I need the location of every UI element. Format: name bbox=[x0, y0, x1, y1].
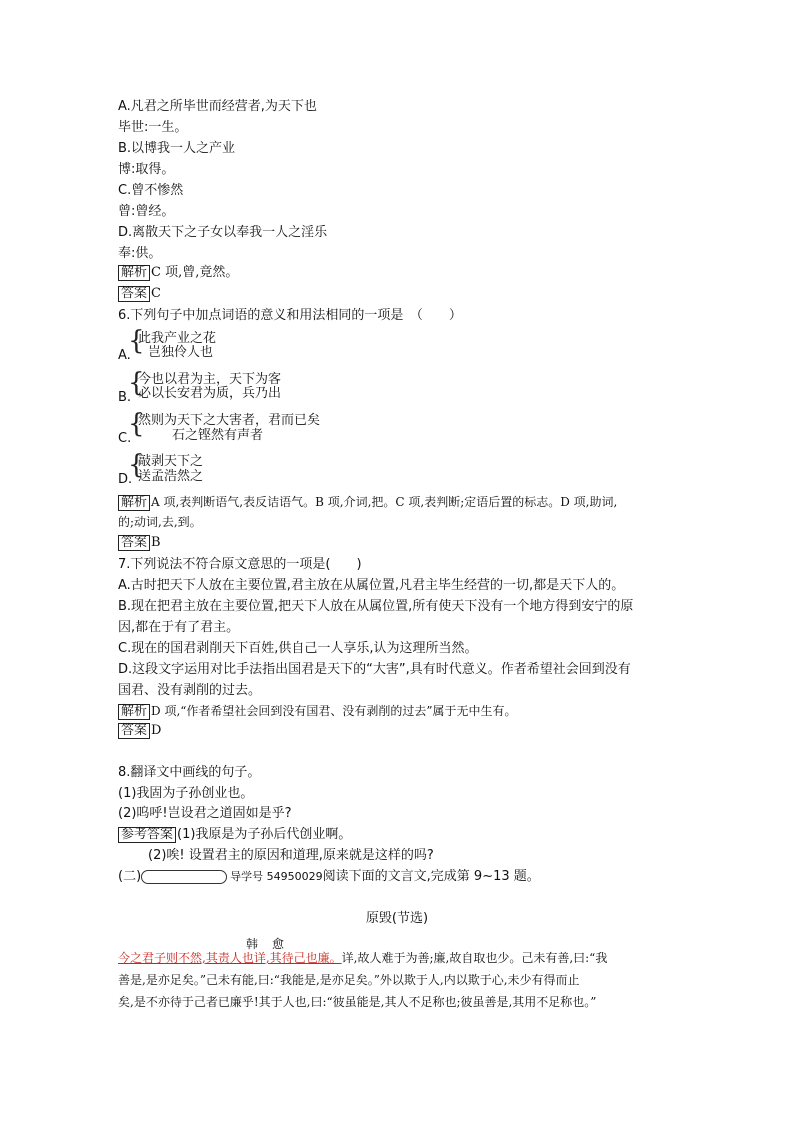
analysis-text: D 项,“作者希望社会回到没有国君、没有剥削的过去”属于无中生有。 bbox=[151, 704, 517, 718]
section-two-header bbox=[118, 869, 540, 885]
passage-title: 原毁(节选) bbox=[365, 911, 429, 926]
q6-opt-a-line2: 岂独伶人也 bbox=[148, 345, 214, 360]
reference-answer-label: 参考答案 bbox=[118, 827, 176, 843]
q7-option-a: A.古时把天下人放在主要位置,君主放在从属位置,凡君主毕生经营的一切,都是天下人的。 bbox=[118, 578, 625, 593]
analysis-text-line1: A 项,表判断语气,表反诘语气。B 项,介词,把。C 项,表判断;定语后置的标志。D 项,助词, bbox=[151, 495, 618, 509]
q6-opt-a-line1: 此我产业之花 bbox=[138, 331, 217, 346]
q6-opt-b-line2: 必以长安君为质，兵乃出 bbox=[138, 386, 282, 401]
q6-opt-d-line2: 送孟浩然之 bbox=[138, 469, 204, 484]
q6-opt-c-line2: 石之铿然有声者 bbox=[172, 428, 264, 443]
q8-sentence-1: (1)我固为子孙创业也。 bbox=[118, 786, 254, 801]
answer-text: D bbox=[151, 723, 162, 738]
q6-analysis bbox=[118, 494, 617, 511]
q6-opt-d-line1: 敲剥天下之 bbox=[138, 454, 204, 469]
answer-label: 答案 bbox=[118, 286, 150, 302]
q6-stem: 6.下列句子中加点词语的意义和用法相同的一项是 （ ） bbox=[118, 308, 462, 323]
q5-option-b: B.以博我一人之产业 bbox=[118, 141, 236, 156]
q5-option-b-note: 博:取得。 bbox=[118, 162, 175, 177]
q7-option-b-line1: B.现在把君主放在主要位置,把天下人放在从属位置,所有使天下没有一个地方得到安宁的原 bbox=[118, 599, 634, 614]
analysis-label: 解析 bbox=[118, 495, 150, 511]
q7-analysis bbox=[118, 703, 517, 720]
answer-text: C bbox=[151, 286, 161, 301]
passage-line-3: 矣,是不亦待于己者已廉乎!其于人也,曰:“彼虽能是,其人不足称也;彼虽善是,其用不足称也。” bbox=[118, 995, 597, 1009]
q8-reference-answer bbox=[118, 827, 351, 843]
answer-text: B bbox=[151, 535, 161, 550]
q8-stem: 8.翻译文中画线的句子。 bbox=[118, 765, 261, 780]
q5-option-a: A.凡君之所毕世而经营者,为天下也 bbox=[118, 99, 317, 114]
q6-analysis-line2: 的;动词,去,到。 bbox=[118, 515, 202, 529]
q6-opt-a-label: A. bbox=[118, 348, 131, 363]
q7-stem: 7.下列说法不符合原文意思的一项是( ) bbox=[118, 557, 362, 572]
brace-icon: { bbox=[128, 450, 145, 480]
q5-answer bbox=[118, 286, 161, 302]
q8-sentence-2: (2)呜呼!岂设君之道固如是乎? bbox=[118, 806, 292, 821]
underlined-sentence-1: 今之君子则不然, bbox=[118, 951, 206, 965]
brace-icon: { bbox=[128, 409, 145, 439]
section-prefix: (二) bbox=[118, 869, 142, 884]
reference-answer-2: (2)唉! 设置君主的原因和道理,原来就是这样的吗? bbox=[148, 848, 434, 863]
q7-option-d-line1: D.这段文字运用对比手法指出国君是天下的“大害”,具有时代意义。作者希望社会回到没有 bbox=[118, 662, 631, 677]
q7-answer bbox=[118, 723, 161, 739]
passage-author: 韩愈 bbox=[246, 937, 299, 951]
passage-line-1 bbox=[118, 950, 607, 966]
q6-answer bbox=[118, 535, 161, 551]
passage-line-1-rest: 详,故人难于为善;廉,故自取也少。己未有善,曰:“我 bbox=[341, 951, 608, 965]
q7-option-b-line2: 因,都在于有了君主。 bbox=[118, 620, 240, 635]
analysis-label: 解析 bbox=[118, 704, 150, 720]
q5-option-c: C.曾不惨然 bbox=[118, 183, 184, 198]
analysis-label: 解析 bbox=[118, 265, 150, 281]
answer-label: 答案 bbox=[118, 723, 150, 739]
passage-line-2: 善是,是亦足矣。”己未有能,曰:“我能是,是亦足矣。”外以欺于人,内以欺于心,未少有得而止 bbox=[118, 973, 580, 987]
q5-option-d-note: 奉:供。 bbox=[118, 246, 162, 261]
analysis-text: C 项,曾,竟然。 bbox=[151, 265, 239, 280]
q7-option-c: C.现在的国君剥削天下百姓,供自己一人享乐,认为这理所当然。 bbox=[118, 641, 478, 656]
brace-icon: { bbox=[128, 368, 145, 398]
guide-number: 导学号 54950029 bbox=[230, 870, 323, 883]
q7-option-d-line2: 国君、没有剥削的过去。 bbox=[118, 683, 262, 698]
q5-option-a-note: 毕世:一生。 bbox=[118, 120, 188, 135]
reference-answer-1: (1)我原是为子孙后代创业啊。 bbox=[177, 827, 352, 842]
q6-opt-b-line1: 今也以君为主，天下为客 bbox=[138, 372, 282, 387]
q6-opt-c-label: C. bbox=[118, 431, 132, 446]
answer-label: 答案 bbox=[118, 535, 150, 551]
q5-option-d: D.离散天下之子女以奉我一人之淫乐 bbox=[118, 225, 328, 240]
q5-analysis bbox=[118, 265, 238, 281]
underlined-sentence-2: 其责人也详,其待己也廉。 bbox=[205, 951, 342, 965]
guide-pill-icon bbox=[141, 870, 227, 884]
q6-opt-d-label: D. bbox=[118, 472, 133, 487]
section-instruction: 阅读下面的文言文,完成第 9~13 题。 bbox=[322, 869, 540, 884]
q6-opt-c-line1: 然则为天下之大害者，君而已矣 bbox=[138, 413, 321, 428]
q6-opt-b-label: B. bbox=[118, 390, 132, 405]
brace-icon: { bbox=[128, 326, 145, 356]
q5-option-c-note: 曾:曾经。 bbox=[118, 204, 175, 219]
